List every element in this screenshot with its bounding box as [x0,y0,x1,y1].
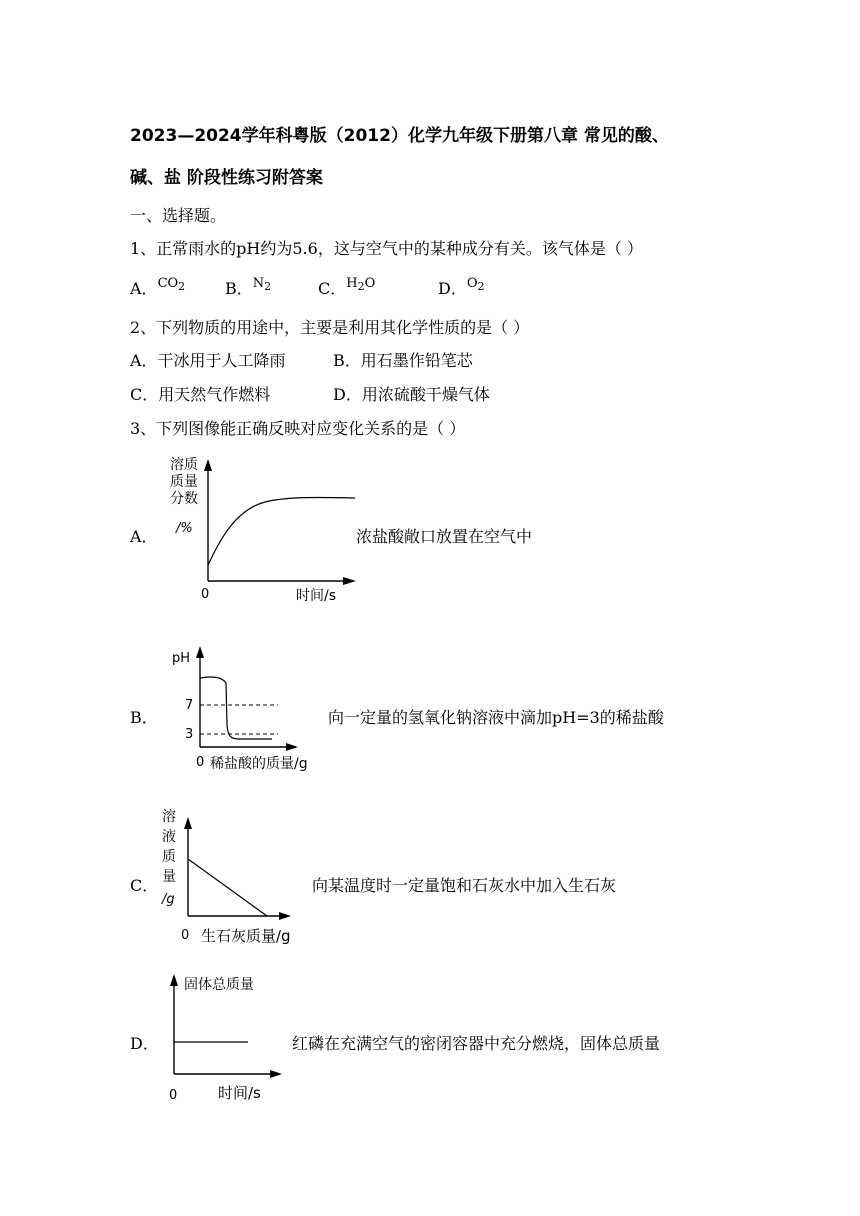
graph-c-x-arrow [279,912,291,920]
graph-c-origin: 0 [181,928,190,943]
graph-a-y-arrow [204,459,212,471]
graph-c-line [188,859,267,916]
graph-c-ylabel-2: 液 [162,829,176,845]
graph-c-ylabel-1: 溶 [162,809,176,825]
q1-option-d: D．$^{O_2}$ [438,276,485,298]
q3-a-desc: 浓盐酸敞口放置在空气中 [356,527,533,546]
q3-d-graph [160,968,290,1103]
graph-b-tick-3: 3 [185,727,194,742]
graph-b-ylabel: pH [172,651,191,666]
graph-b-xlabel: 稀盐酸的质量/g [210,756,308,772]
graph-b-y-arrow [196,646,204,658]
q2-option-a: A．干冰用于人工降雨 [130,351,286,370]
graph-c-ylabel-3: 质 [162,849,176,865]
graph-a-curve [208,497,355,565]
q3-a-graph [160,455,360,605]
q3-a-label: A． [130,527,158,546]
q3-stem: 3、下列图像能正确反映对应变化关系的是（ ） [130,419,466,438]
q1-option-c: C．$^{H_2O}$ [318,276,376,298]
q3-c-graph [155,805,305,950]
graph-a-origin: 0 [201,587,210,602]
graph-d-x-arrow [270,1070,282,1078]
q3-b-label: B． [130,708,158,727]
graph-a-ylabel-2: 质量 [170,474,198,490]
graph-c-y-arrow [184,817,192,829]
graph-a-ylabel-1: 溶质 [170,457,198,473]
graph-a-ylabel-4: /% [176,521,193,536]
graph-c-ylabel-5: /g [162,892,175,907]
graph-d-xlabel: 时间/s [218,1084,261,1102]
q3-d-desc: 红磷在充满空气的密闭容器中充分燃烧，固体总质量 [292,1034,661,1053]
title-line-1: 2023—2024学年科粤版（2012）化学九年级下册第八章 常见的酸、 [130,126,669,146]
q3-c-label: C． [130,876,159,895]
graph-b-tick-7: 7 [185,698,194,713]
graph-c-xlabel: 生石灰质量/g [201,927,291,945]
q3-b-graph [160,640,340,775]
q3-c-desc: 向某温度时一定量饱和石灰水中加入生石灰 [312,876,617,895]
q1-option-a: A．$^{CO_2}$ [130,276,186,298]
graph-b-curve [200,677,272,739]
section-heading: 一、选择题。 [130,206,227,225]
q1-stem: 1、正常雨水的pH约为5.6，这与空气中的某种成分有关。该气体是（ ） [130,239,643,258]
graph-a-x-arrow [343,577,356,585]
q2-option-d: D．用浓硫酸干燥气体 [333,385,490,404]
graph-c-ylabel-4: 量 [162,869,176,885]
graph-a-ylabel-3: 分数 [170,491,198,507]
graph-a-xlabel: 时间/s [296,588,337,604]
q2-option-b: B．用石墨作铅笔芯 [333,351,473,370]
q3-b-desc: 向一定量的氢氧化钠溶液中滴加pH=3的稀盐酸 [328,708,664,727]
graph-d-origin: 0 [169,1088,178,1103]
graph-d-y-arrow [170,974,178,986]
q3-d-label: D． [130,1034,159,1053]
q2-option-c: C．用天然气作燃料 [130,385,271,404]
title-line-2: 碱、盐 阶段性练习附答案 [130,168,323,188]
q2-stem: 2、下列物质的用途中，主要是利用其化学性质的是（ ） [130,318,530,337]
graph-d-ylabel: 固体总质量 [184,977,254,993]
graph-b-x-arrow [286,743,298,751]
graph-b-origin: 0 [196,755,205,770]
q1-option-b: B．$^{N_2}$ [225,276,272,298]
